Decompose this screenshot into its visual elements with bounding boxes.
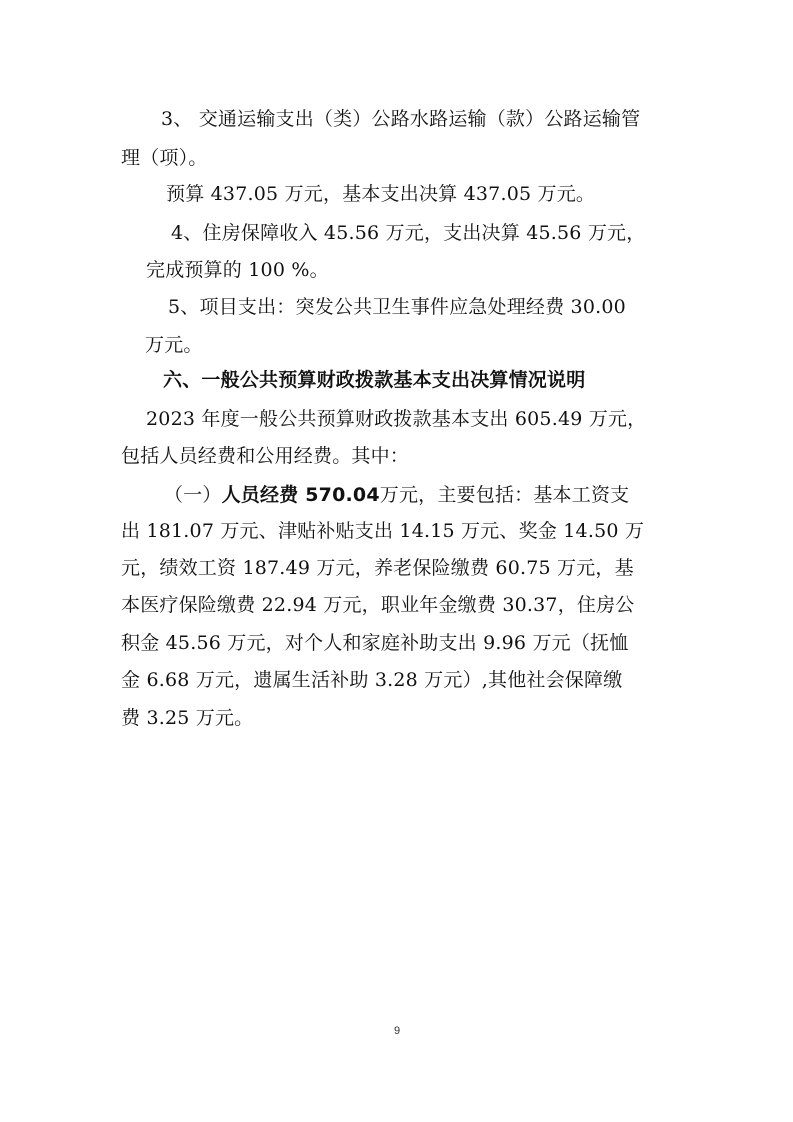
paragraph-item-3-line-1: 3、 交通运输支出（类）公路水路运输（款）公路运输管: [161, 108, 641, 130]
personnel-detail-line-2: 出 181.07 万元、津贴补贴支出 14.15 万元、奖金 14.50 万: [121, 520, 645, 542]
section-6-intro-line-1: 2023 年度一般公共预算财政拨款基本支出 605.49 万元，: [146, 408, 647, 430]
paragraph-item-5-line-2: 万元。: [145, 334, 203, 356]
personnel-prefix: （一）: [164, 484, 222, 506]
personnel-expense-line: [164, 482, 629, 508]
paragraph-item-4-line-1: 4、住房保障收入 45.56 万元，支出决算 45.56 万元，: [171, 222, 646, 244]
personnel-detail-line-5: 积金 45.56 万元，对个人和家庭补助支出 9.96 万元（抚恤: [121, 632, 629, 654]
paragraph-item-4-line-2: 完成预算的 100 %。: [146, 259, 329, 281]
paragraph-budget: 预算 437.05 万元，基本支出决算 437.05 万元。: [166, 183, 596, 205]
page-number: 9: [393, 1025, 401, 1037]
section-6-heading: 六、一般公共预算财政拨款基本支出决算情况说明: [163, 369, 586, 391]
personnel-expense-label: 人员经费 570.04: [221, 484, 380, 506]
personnel-expense-suffix: 万元，主要包括：基本工资支: [379, 484, 630, 506]
paragraph-item-3-line-2: 理（项）。: [121, 147, 208, 169]
paragraph-item-5-line-1: 5、项目支出：突发公共卫生事件应急处理经费 30.00: [168, 296, 626, 318]
section-6-intro-line-2: 包括人员经费和公用经费。其中：: [121, 445, 410, 467]
personnel-detail-line-6: 金 6.68 万元，遗属生活补助 3.28 万元）,其他社会保障缴: [121, 669, 623, 691]
personnel-detail-line-3: 元，绩效工资 187.49 万元，养老保险缴费 60.75 万元，基: [121, 557, 634, 579]
personnel-detail-line-4: 本医疗保险缴费 22.94 万元，职业年金缴费 30.37，住房公: [121, 594, 635, 616]
personnel-detail-line-7: 费 3.25 万元。: [121, 707, 254, 729]
